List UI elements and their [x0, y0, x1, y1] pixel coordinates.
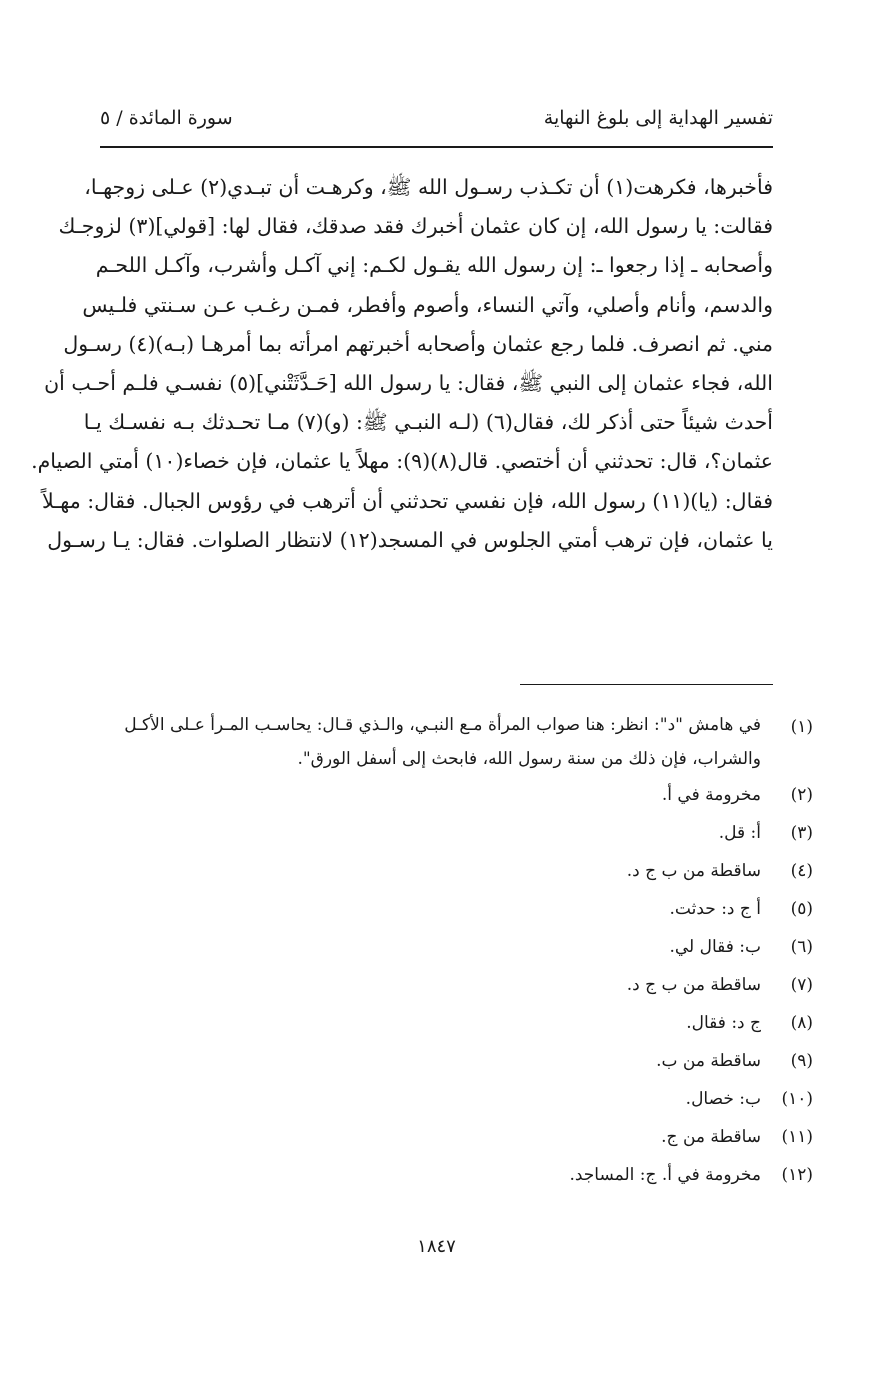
- footnote-text: ساقطة من ب ج د.: [626, 975, 761, 995]
- footnote-text: ساقطة من ب.: [656, 1051, 761, 1071]
- text-line: عثمان؟، قال: تحدثني أن أختصي. قال(٨)(٩): مهلاً يا عثمان، فإن خصاء(١٠) أمتي الصيام.: [31, 449, 773, 474]
- text-line: فأخبرها، فكرهت(١) أن تكـذب رسـول الله ﷺ، وكرهـت أن تبـدي(٢) عـلى زوجهـا،: [84, 175, 773, 199]
- footnote-item: [100, 928, 813, 966]
- footnote-item: [100, 1156, 813, 1194]
- footnote-text: مخرومة في أ.: [661, 785, 761, 805]
- footnote-text: مخرومة في أ. ج: المساجد.: [569, 1165, 761, 1185]
- footnote-text: أ ج د: حدثت.: [669, 899, 761, 919]
- footnote-text: في هامش "د": انظر: هنا صواب المرأة مـع النبـي، والـذي قـال: يحاسـب المـرأ عـلى الأكـل والشراب، فإن ذلك من سنة رسول الله، فابحث إلى أسفل الورق".: [124, 715, 761, 769]
- footnote-text: ساقطة من ب ج د.: [626, 861, 761, 881]
- footnote-text: ج د: فقال.: [686, 1013, 761, 1033]
- footnote-number: (٨): [790, 1013, 813, 1033]
- footnote-item: [100, 776, 813, 814]
- footnote-separator: [520, 684, 773, 685]
- footnote-number: (٣): [790, 823, 813, 843]
- text-line: وأصحابه ـ إذا رجعوا ـ: إن رسول الله يقـول لكـم: إني آكـل وأشرب، وآكـل اللحـم: [95, 253, 773, 278]
- text-line: والدسم، وأنام وأصلي، وآتي النساء، وأصوم وأفطر، فمـن رغـب عـن سـنتي فلـيس: [82, 292, 773, 317]
- footnote-number: (١١): [781, 1127, 813, 1147]
- footnote-item: [100, 1080, 813, 1118]
- surah-label: سورة المائدة / ٥: [100, 107, 233, 129]
- footnote-item: [100, 708, 813, 776]
- footnote-number: (١٠): [781, 1089, 813, 1109]
- footnote-item: [100, 852, 813, 890]
- footnote-item: [100, 814, 813, 852]
- footnote-item: [100, 1004, 813, 1042]
- footnote-item: [100, 890, 813, 928]
- footnote-number: (١٢): [781, 1165, 813, 1185]
- running-header: [100, 98, 773, 138]
- footnote-number: (٦): [790, 937, 813, 957]
- footnote-text: ب: خصال.: [685, 1089, 761, 1109]
- footnote-text: ب: فقال لي.: [669, 937, 761, 957]
- footnote-number: (٧): [790, 975, 813, 995]
- footnote-item: [100, 966, 813, 1004]
- main-text: [31, 168, 773, 560]
- text-line: مني. ثم انصرف. فلما رجع عثمان وأصحابه أخبرتهم امرأته بما أمرهـا (بـه)(٤) رسـول: [63, 331, 773, 356]
- text-line: فقالت: يا رسول الله، إن كان عثمان أخبرك فقد صدقك، فقال لها: [قولي](٣) لزوجـك: [58, 214, 773, 239]
- text-line: فقال: (يا)(١١) رسول الله، فإن نفسي تحدثني أن أترهب في رؤوس الجبال. فقال: مهـلاً: [42, 488, 773, 513]
- text-line: أحدث شيئاً حتى أذكر لك، فقال(٦) (لـه النبـي ﷺ: (و)(٧) مـا تحـدثك بـه نفسـك يـا: [83, 410, 773, 435]
- footnote-number: (٩): [790, 1051, 813, 1071]
- footnote-item: [100, 1042, 813, 1080]
- footnote-text: أ: قل.: [718, 823, 761, 843]
- text-line: يا عثمان، فإن ترهب أمتي الجلوس في المسجد(١٢) لانتظار الصلوات. فقال: يـا رسـول: [47, 527, 773, 552]
- footnotes: [100, 708, 813, 1194]
- footnote-text: ساقطة من ج.: [661, 1127, 761, 1147]
- book-title: تفسير الهداية إلى بلوغ النهاية: [543, 107, 773, 129]
- footnote-number: (١): [790, 717, 813, 737]
- footnote-item: [100, 1118, 813, 1156]
- text-line: الله، فجاء عثمان إلى النبي ﷺ، فقال: يا رسول الله [حَـدَّثَتْني](٥) نفسـي فلـم أحـب أن: [44, 370, 773, 395]
- header-rule: [100, 146, 773, 148]
- footnote-number: (٢): [790, 785, 813, 805]
- footnote-number: (٤): [790, 861, 813, 881]
- footnote-number: (٥): [790, 899, 813, 919]
- page-number: ١٨٤٧: [417, 1236, 456, 1257]
